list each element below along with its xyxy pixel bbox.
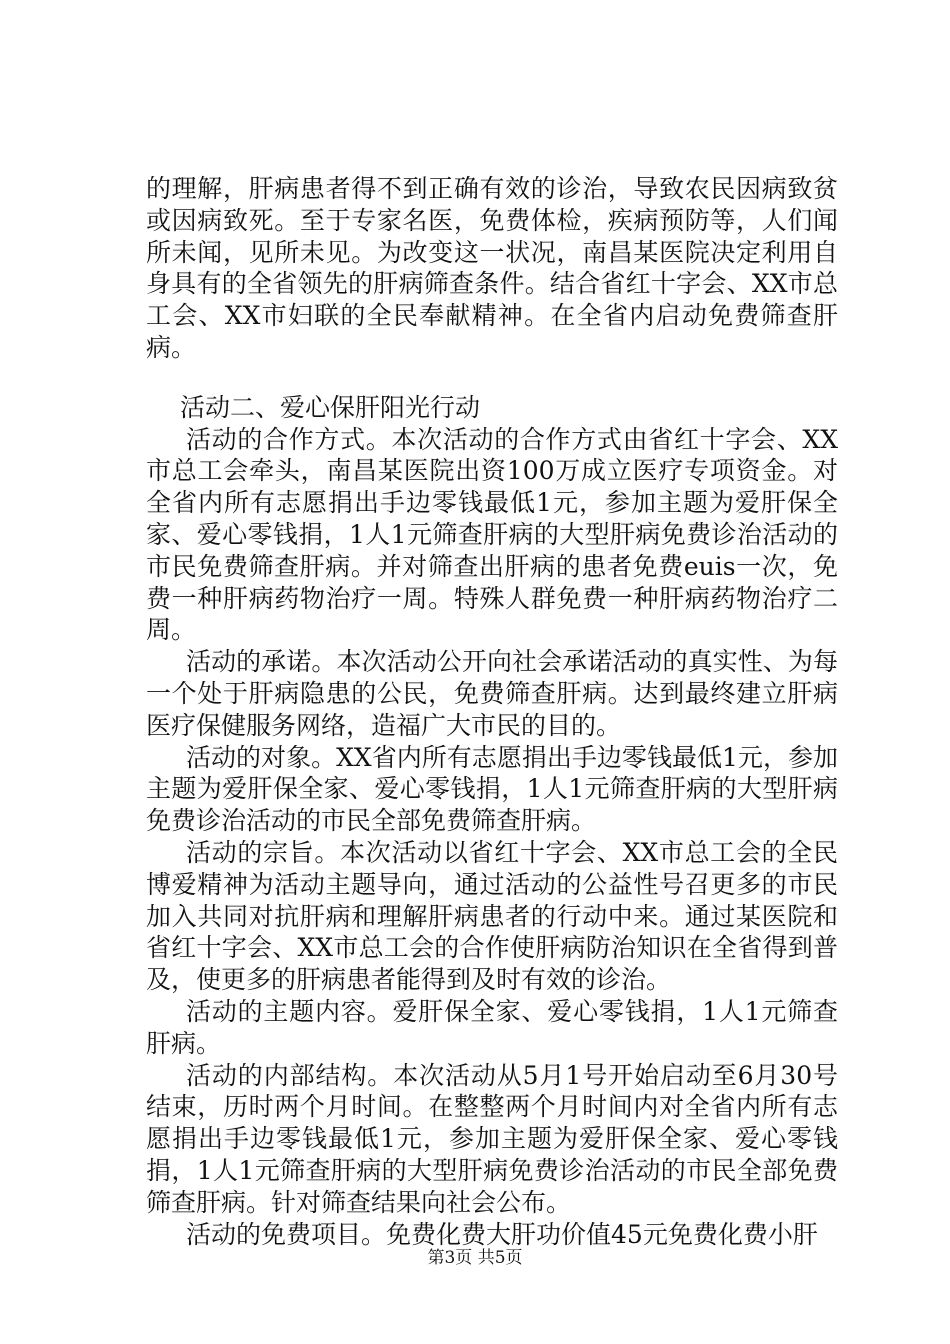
document-body: [146, 173, 838, 1250]
paragraph-gap: [146, 364, 838, 392]
section-heading: 活动二、爱心保肝阳光行动: [180, 392, 481, 422]
paragraph-cooperation: 活动的合作方式。本次活动的合作方式由省红十字会、XX市总工会牵头，南昌某医院出资100万成立医疗专项资金。对全省内所有志愿捐出手边零钱最低1元，参加主题为爱肝保全家、爱心零钱捐，1人1元筛查肝病的大型肝病免费诊治活动的市民免费筛查肝病。并对筛查出肝病的患者免费euis一次，免费一种肝病药物治疗一周。特殊人群免费一种肝病药物治疗二周。: [146, 424, 838, 645]
paragraph-free-items: 活动的免费项目。免费化费大肝功价值45元免费化费小肝: [186, 1219, 818, 1249]
paragraph-purpose: 活动的宗旨。本次活动以省红十字会、XX市总工会的全民博爱精神为活动主题导向，通过活动的公益性号召更多的市民加入共同对抗肝病和理解肝病患者的行动中来。通过某医院和省红十字会、XX市总工会的合作使肝病防治知识在全省得到普及，使更多的肝病患者能得到及时有效的诊治。: [146, 837, 838, 995]
paragraph-commitment: 活动的承诺。本次活动公开向社会承诺活动的真实性、为每一个处于肝病隐患的公民，免费筛查肝病。达到最终建立肝病医疗保健服务网络，造福广大市民的目的。: [146, 647, 838, 740]
paragraph-structure: 活动的内部结构。本次活动从5月1号开始启动至6月30号结束，历时两个月时间。在整整两个月时间内对全省内所有志愿捐出手边零钱最低1元，参加主题为爱肝保全家、爱心零钱捐，1人1元筛查肝病的大型肝病免费诊治活动的市民全部免费筛查肝病。针对筛查结果向社会公布。: [146, 1060, 838, 1217]
page-footer: 第3页 共5页: [427, 1248, 523, 1268]
paragraph-intro-continuation: 的理解，肝病患者得不到正确有效的诊治，导致农民因病致贫或因病致死。至于专家名医，免费体检，疾病预防等，人们闻所未闻，见所未见。为改变这一状况，南昌某医院决定利用自身具有的全省领先的肝病筛查条件。结合省红十字会、XX市总工会、XX市妇联的全民奉献精神。在全省内启动免费筛查肝病。: [146, 174, 838, 362]
paragraph-target: 活动的对象。XX省内所有志愿捐出手边零钱最低1元，参加主题为爱肝保全家、爱心零钱捐，1人1元筛查肝病的大型肝病免费诊治活动的市民全部免费筛查肝病。: [146, 742, 838, 836]
paragraph-theme: 活动的主题内容。爱肝保全家、爱心零钱捐，1人1元筛查肝病。: [146, 996, 838, 1058]
